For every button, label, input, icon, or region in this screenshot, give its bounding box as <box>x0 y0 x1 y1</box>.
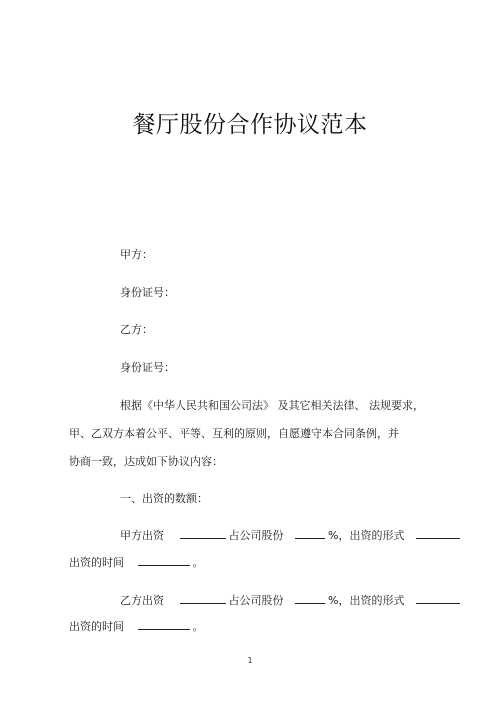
party-b-end-mark: 。 <box>192 620 204 633</box>
party-a-share-text: 占公司股份 <box>228 529 284 542</box>
section-1-heading: 一、出资的数额： <box>120 492 208 505</box>
party-a-time-label: 出资的时间 <box>69 556 124 569</box>
party-b-amount-blank[interactable] <box>180 593 226 604</box>
party-a-time-blank[interactable] <box>138 555 190 566</box>
party-b-form-blank[interactable] <box>416 593 460 604</box>
party-a-time-line <box>69 555 204 570</box>
document-title: 餐厅股份合作协议范本 <box>132 112 368 138</box>
party-b-id-label: 身份证号： <box>120 361 175 374</box>
page-number: 1 <box>247 656 253 665</box>
preamble-line-2: 甲、乙双方本着公平、平等、互利的原则，自愿遵守本合同条例，并 <box>69 427 399 440</box>
party-b-share-text: 占公司股份 <box>228 594 284 607</box>
party-a-amount-blank[interactable] <box>180 528 226 539</box>
preamble-line-3: 协商一致，达成如下协议内容： <box>69 455 223 468</box>
party-b-percent-blank[interactable] <box>295 593 325 604</box>
party-b-time-line <box>69 619 204 634</box>
party-a-percent-blank[interactable] <box>295 528 325 539</box>
party-a-form-blank[interactable] <box>416 528 460 539</box>
party-b-time-label: 出资的时间 <box>69 620 124 633</box>
party-a-percent-form: %，出资的形式 <box>328 529 405 542</box>
party-a-investment-line <box>120 528 463 543</box>
party-a-id-label: 身份证号： <box>120 286 175 299</box>
party-a-label: 甲方： <box>120 248 153 261</box>
party-b-investment-line <box>120 593 463 608</box>
party-b-time-blank[interactable] <box>138 619 190 630</box>
party-b-investment-lead: 乙方出资 <box>120 594 164 607</box>
party-b-percent-form: %，出资的形式 <box>328 594 405 607</box>
preamble-line-1: 根据《中华人民共和国公司法》 及其它相关法律、 法规要求， <box>120 399 424 412</box>
party-a-investment-lead: 甲方出资 <box>120 529 164 542</box>
party-b-label: 乙方： <box>120 323 153 336</box>
party-a-end-mark: 。 <box>192 556 204 569</box>
